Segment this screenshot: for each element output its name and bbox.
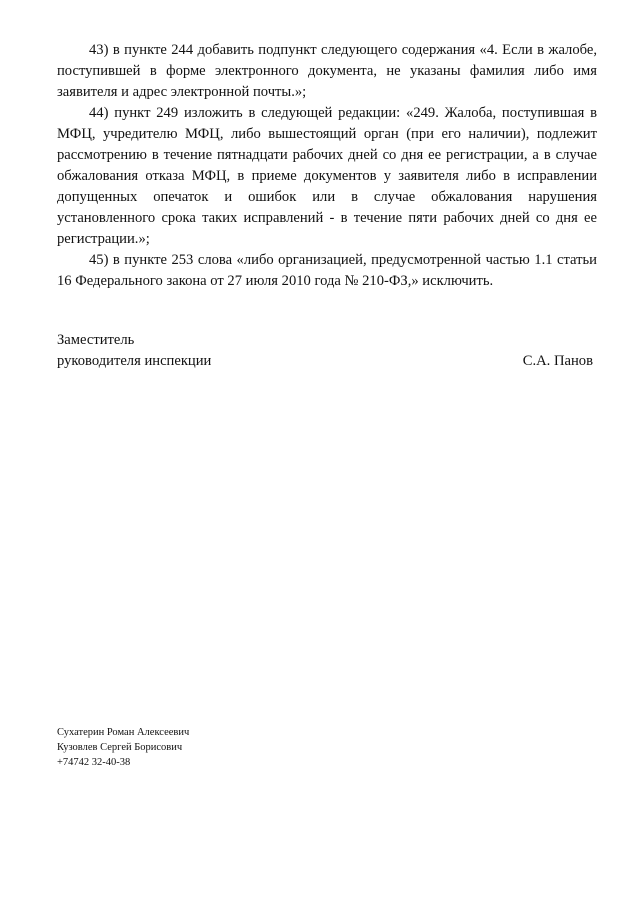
signer-position-line2: руководителя инспекции — [57, 353, 212, 369]
signature-block — [57, 330, 593, 372]
executor-phone: +74742 32-40-38 — [57, 757, 131, 768]
executor-name-1: Сухатерин Роман Алексеевич — [57, 727, 190, 738]
paragraph-44: 44) пункт 249 изложить в следующей редакции: «249. Жалоба, поступившая в МФЦ, учредителю МФЦ, либо вышестоящий орган (при его наличии), подлежит рассмотрению в течение пятнадцати рабочих дней со дня ее регистрации, а в случае обжалования отказа МФЦ, в приеме документов у заявителя либо в исправлении допущенных опечаток и ошибок или в случае обжалования нарушения установленного срока таких исправлений - в течение пяти рабочих дней со дня ее регистрации.»; — [57, 105, 597, 247]
executor-info — [57, 725, 189, 770]
paragraph-45: 45) в пункте 253 слова «либо организацией, предусмотренной частью 1.1 статьи 16 Федерального закона от 27 июля 2010 года № 210-ФЗ,» исключить. — [57, 252, 597, 289]
paragraph-43: 43) в пункте 244 добавить подпункт следующего содержания «4. Если в жалобе, поступившей в форме электронного документа, не указаны фамилия либо имя заявителя и адрес электронной почты.»; — [57, 42, 597, 100]
signer-position-line1: Заместитель — [57, 332, 135, 348]
document-body — [57, 40, 597, 292]
signature-line — [57, 351, 593, 372]
signer-name: С.А. Панов — [522, 353, 593, 369]
executor-name-2: Кузовлев Сергей Борисович — [57, 742, 183, 753]
